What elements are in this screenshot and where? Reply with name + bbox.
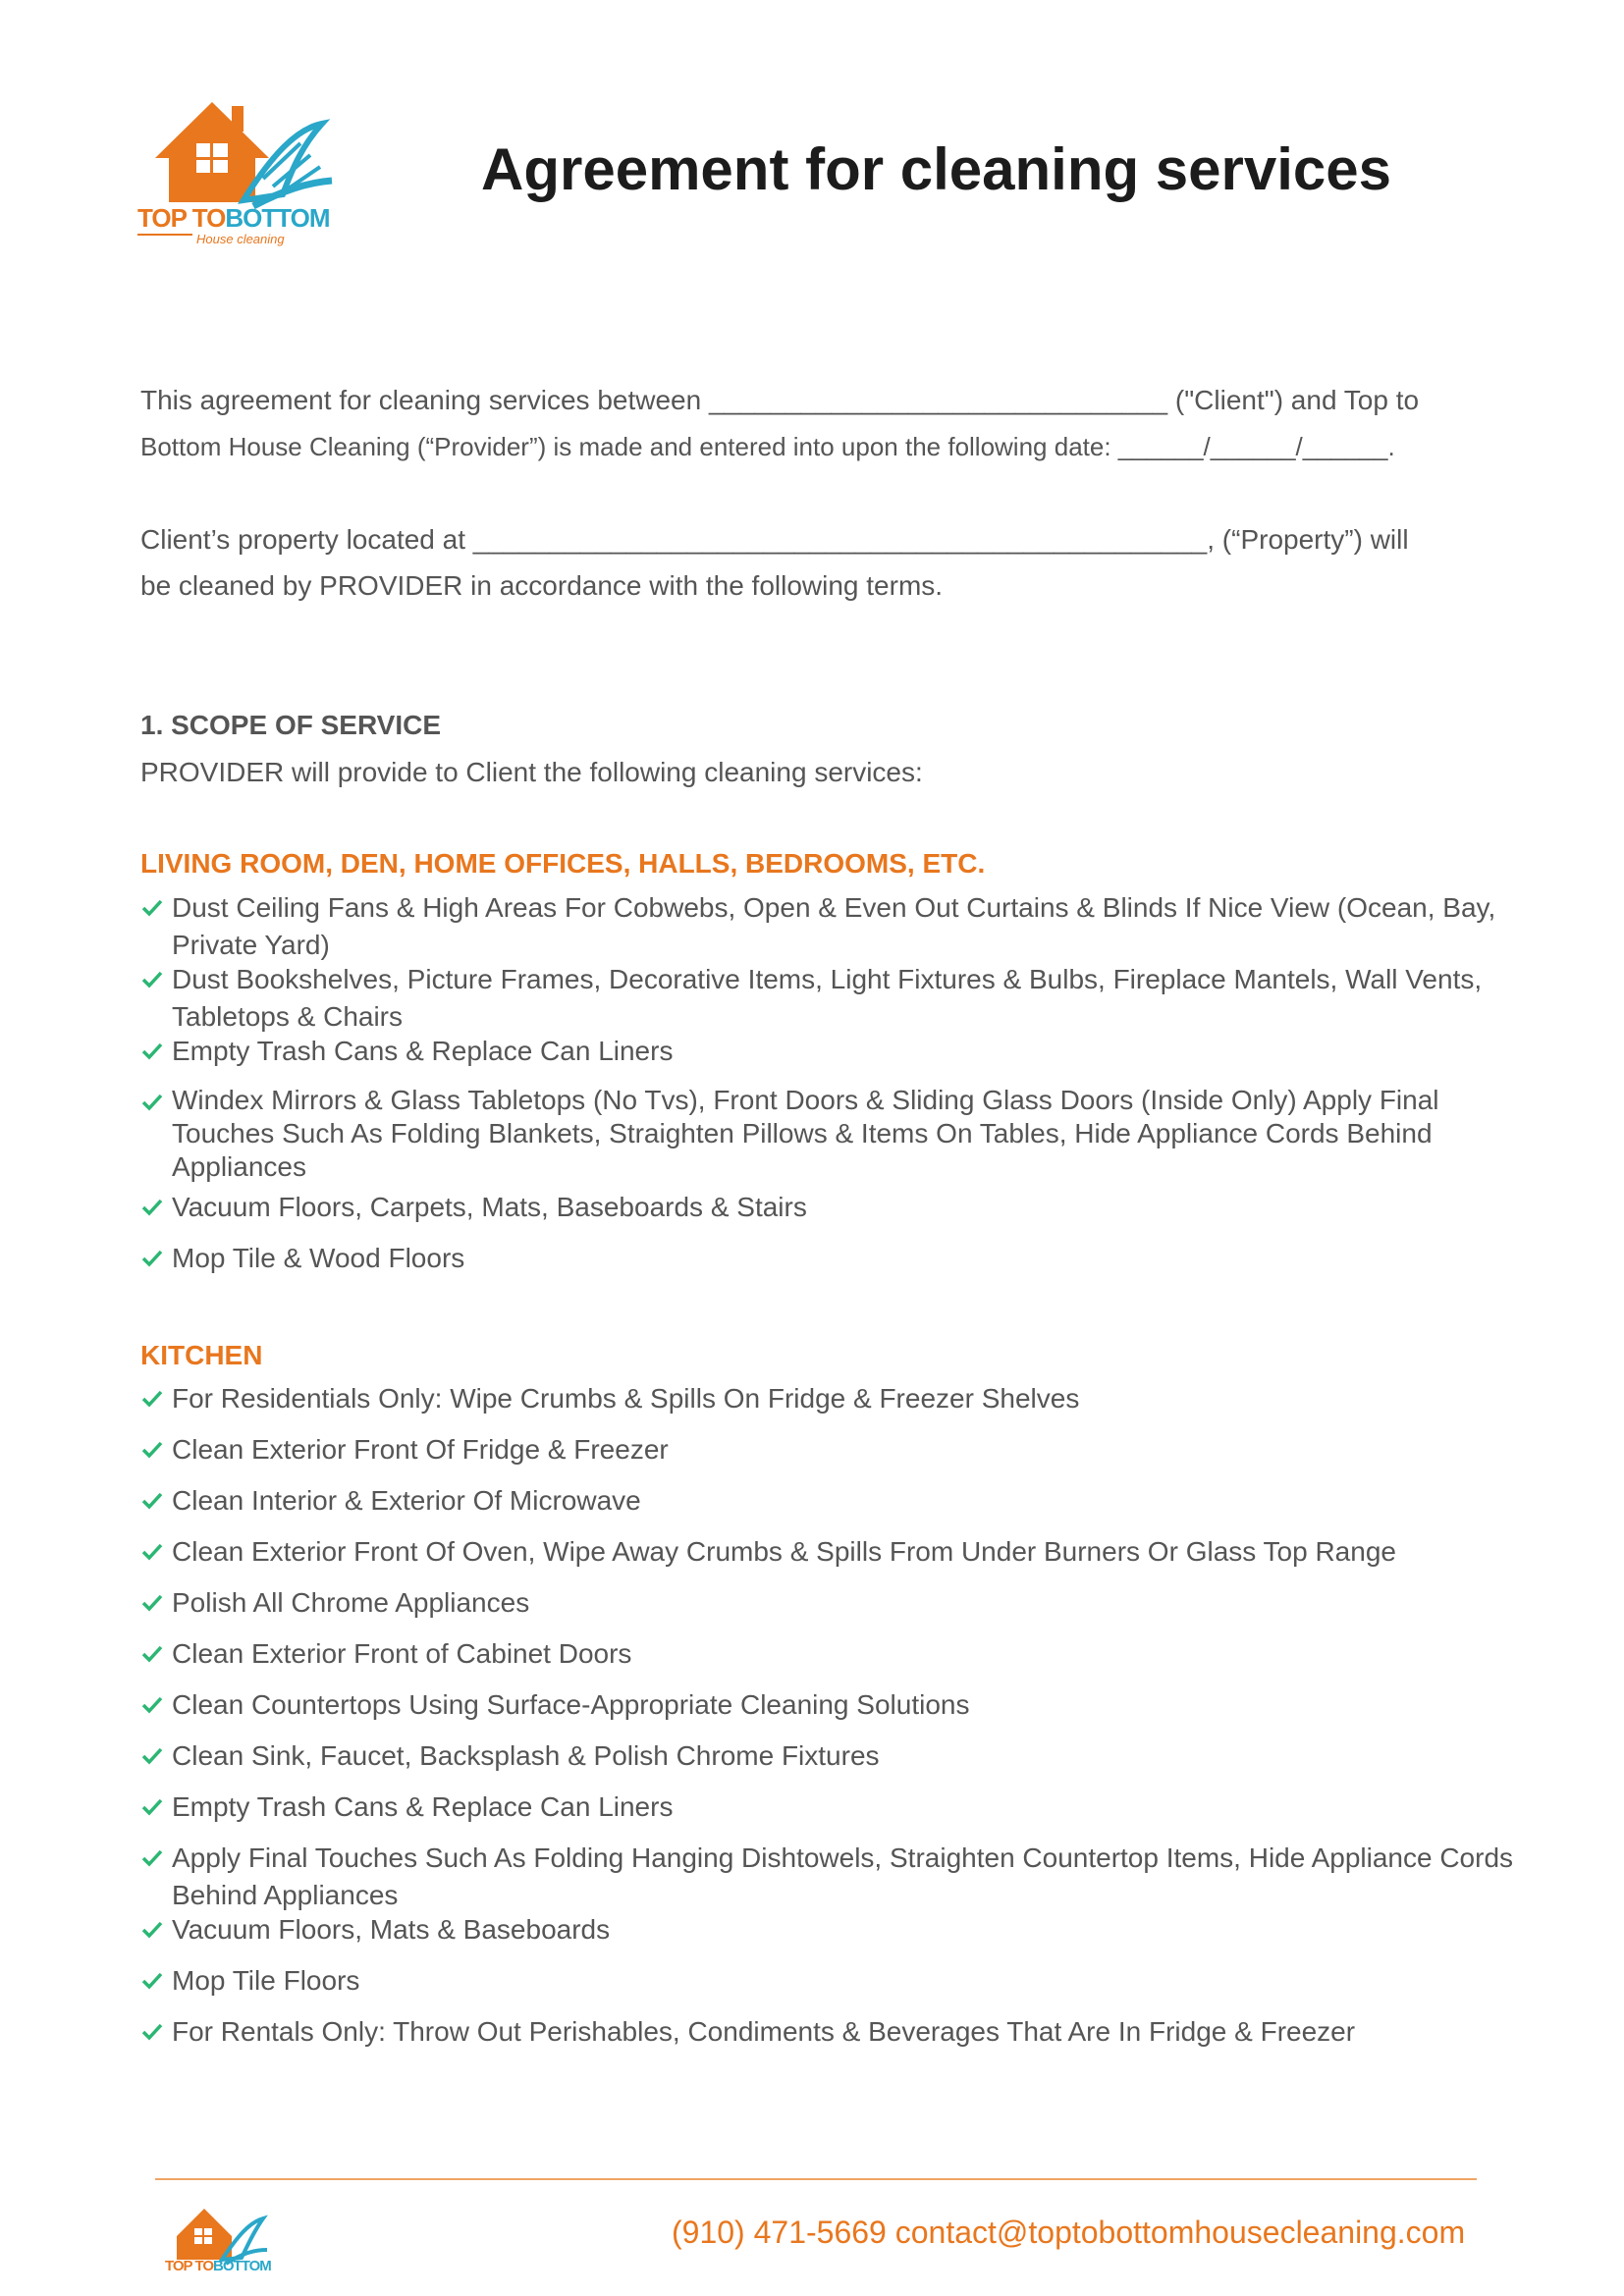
list-item-text: Empty Trash Cans & Replace Can Liners [172, 1036, 674, 1066]
checkmark-icon [140, 1091, 164, 1114]
list-item-text: Apply Final Touches Such As Folding Hanging Dishtowels, Straighten Countertop Items, Hide Appliance Cords Behind Appliances [172, 1842, 1514, 1910]
list-item [140, 1084, 1535, 1184]
checkmark-icon [140, 1969, 164, 1993]
footer-divider [155, 2178, 1477, 2180]
logo-tagline: House cleaning [196, 232, 285, 246]
list-item-text: Dust Ceiling Fans & High Areas For Cobwebs, Open & Even Out Curtains & Blinds If Nice View (Ocean, Bay, Private Yard) [172, 892, 1496, 960]
list-item-text: Vacuum Floors, Mats & Baseboards [172, 1914, 611, 1945]
intro-line-1: This agreement for cleaning services between ______________________________ ("Client") and Top to [140, 385, 1420, 415]
checkmark-icon [140, 968, 164, 991]
living-room-heading: LIVING ROOM, DEN, HOME OFFICES, HALLS, BEDROOMS, ETC. [140, 848, 986, 879]
list-item [140, 1584, 1535, 1622]
checkmark-icon [140, 1744, 164, 1768]
list-item-text: Clean Exterior Front Of Oven, Wipe Away Crumbs & Spills From Under Burners Or Glass Top Range [172, 1536, 1396, 1567]
property-line-1: Client’s property located at ________________________________________________, (“Property”) will [140, 524, 1409, 555]
checkmark-icon [140, 1642, 164, 1666]
list-item [140, 889, 1535, 964]
list-item [140, 1962, 1535, 2000]
checkmark-icon [140, 1040, 164, 1063]
list-item-text: For Residentials Only: Wipe Crumbs & Spills On Fridge & Freezer Shelves [172, 1383, 1080, 1414]
list-item [140, 1840, 1535, 1914]
checkmark-icon [140, 1846, 164, 1870]
list-item [140, 1189, 1535, 1226]
scope-subheading: PROVIDER will provide to Client the following cleaning services: [140, 757, 923, 787]
list-item [140, 1737, 1535, 1775]
logo-wordmark: TOP TOBOTTOM [137, 203, 330, 233]
checkmark-icon [140, 1591, 164, 1615]
footer-logo-wordmark: TOP TOBOTTOM [165, 2258, 271, 2274]
kitchen-heading: KITCHEN [140, 1340, 263, 1370]
list-item [140, 1789, 1535, 1826]
list-item [140, 2013, 1535, 2051]
checkmark-icon [140, 2020, 164, 2044]
list-item-text: Empty Trash Cans & Replace Can Liners [172, 1791, 674, 1822]
checkmark-icon [140, 1918, 164, 1942]
list-item-text: Mop Tile & Wood Floors [172, 1243, 465, 1273]
checkmark-icon [140, 1489, 164, 1513]
list-item [140, 1240, 1535, 1277]
list-item-text: Clean Sink, Faucet, Backsplash & Polish Chrome Fixtures [172, 1740, 880, 1771]
list-item-text: Windex Mirrors & Glass Tabletops (No Tvs), Front Doors & Sliding Glass Doors (Inside Only) Apply Final Touches Such As Folding Blankets, Straighten Pillows & Items On Tables, Hide Appliance Cords Behind Appliances [172, 1085, 1439, 1182]
intro-line-2: Bottom House Cleaning (“Provider”) is made and entered into upon the following date: ______/______/______. [140, 432, 1395, 461]
list-item-text: Clean Exterior Front of Cabinet Doors [172, 1638, 632, 1669]
list-item [140, 961, 1535, 1036]
list-item-text: For Rentals Only: Throw Out Perishables, Condiments & Beverages That Are In Fridge & Freezer [172, 2016, 1356, 2047]
logo-underline [137, 234, 192, 236]
list-item-text: Clean Exterior Front Of Fridge & Freezer [172, 1434, 669, 1465]
list-item [140, 1431, 1535, 1468]
list-item [140, 1380, 1535, 1417]
list-item-text: Vacuum Floors, Carpets, Mats, Baseboards & Stairs [172, 1192, 807, 1222]
checkmark-icon [140, 1196, 164, 1219]
checkmark-icon [140, 1540, 164, 1564]
footer-contact-info: (910) 471-5669 contact@toptobottomhousecleaning.com [672, 2215, 1466, 2250]
checkmark-icon [140, 1438, 164, 1462]
property-line-2: be cleaned by PROVIDER in accordance with the following terms. [140, 570, 944, 601]
list-item-text: Polish All Chrome Appliances [172, 1587, 530, 1618]
checkmark-icon [140, 1387, 164, 1411]
list-item [140, 1911, 1535, 1949]
list-item [140, 1686, 1535, 1724]
checkmark-icon [140, 896, 164, 920]
document-title: Agreement for cleaning services [481, 136, 1392, 202]
list-item [140, 1533, 1535, 1571]
list-item [140, 1635, 1535, 1673]
list-item-text: Dust Bookshelves, Picture Frames, Decorative Items, Light Fixtures & Bulbs, Fireplace Mantels, Wall Vents, Tabletops & Chairs [172, 964, 1483, 1032]
checkmark-icon [140, 1795, 164, 1819]
scope-heading: 1. SCOPE OF SERVICE [140, 710, 442, 740]
checkmark-icon [140, 1693, 164, 1717]
list-item [140, 1033, 1535, 1070]
list-item [140, 1482, 1535, 1520]
list-item-text: Clean Countertops Using Surface-Appropriate Cleaning Solutions [172, 1689, 970, 1720]
list-item-text: Mop Tile Floors [172, 1965, 360, 1996]
checkmark-icon [140, 1247, 164, 1270]
list-item-text: Clean Interior & Exterior Of Microwave [172, 1485, 641, 1516]
